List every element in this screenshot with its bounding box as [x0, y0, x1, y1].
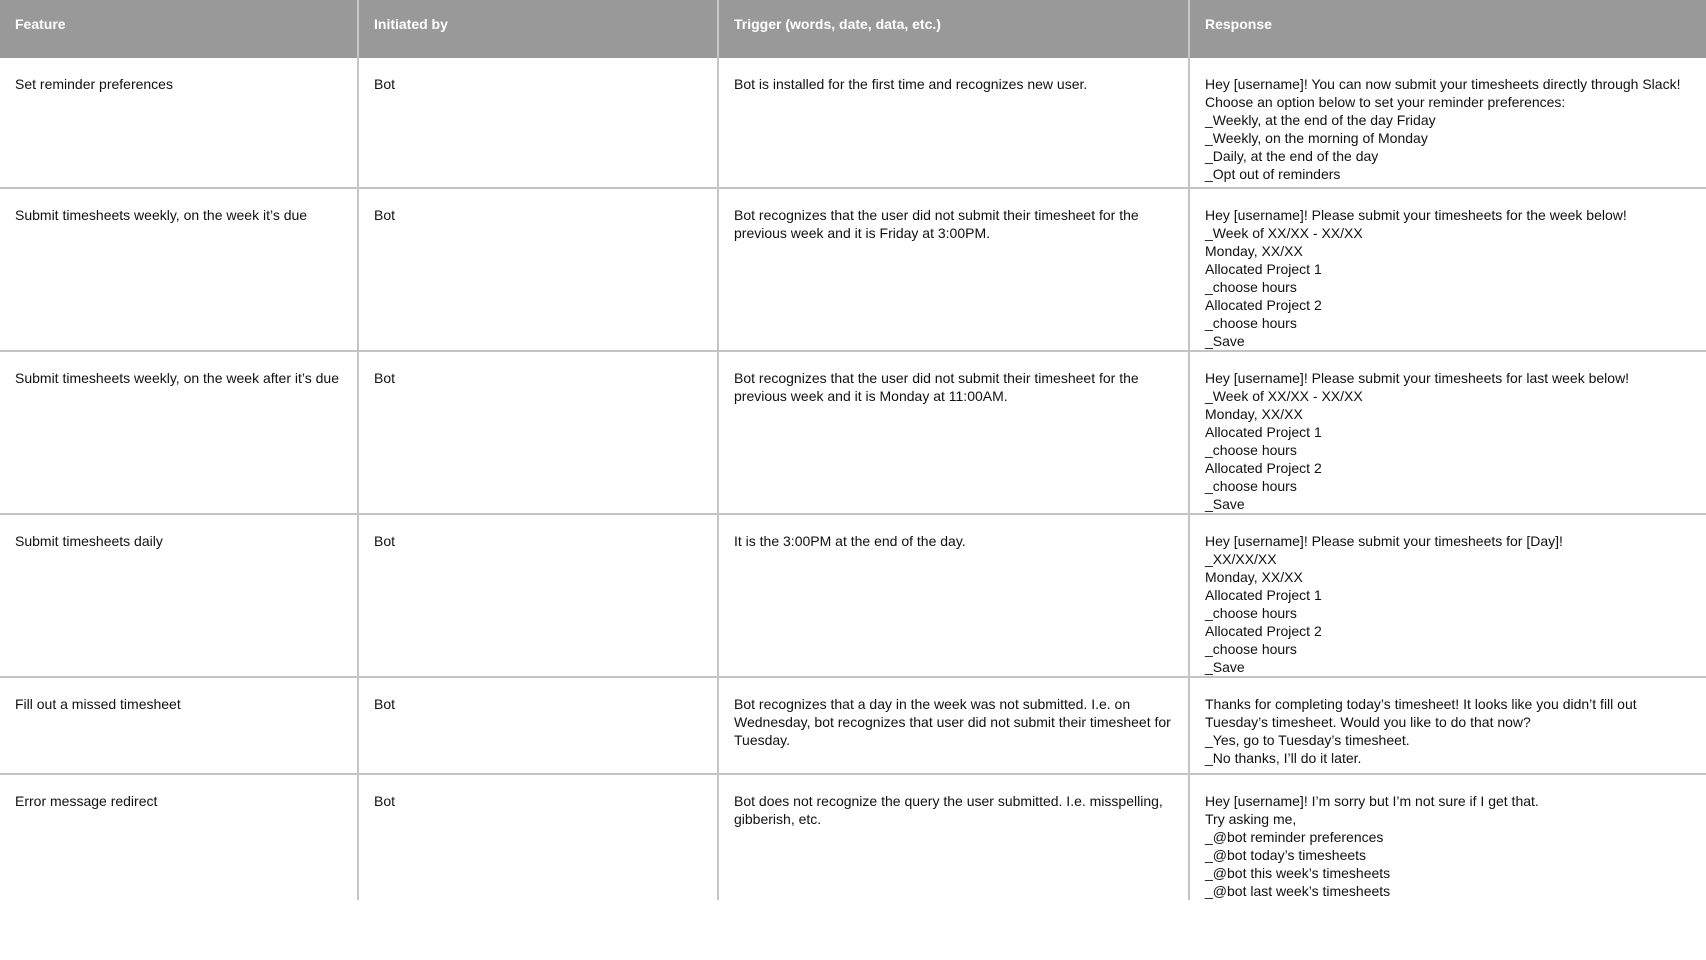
cell-trigger: [718, 677, 1189, 774]
response-line: _Daily, at the end of the day: [1205, 148, 1379, 164]
cell-initiated-by: [358, 58, 718, 188]
response-line: Tuesday’s timesheet. Would you like to do that now?: [1205, 714, 1531, 730]
cell-initiated-by-text: Bot: [374, 370, 396, 386]
cell-feature-text: Submit timesheets weekly, on the week after it’s due: [15, 370, 339, 386]
response-line: _Weekly, on the morning of Monday: [1205, 130, 1428, 146]
response-line: _@bot today’s timesheets: [1205, 847, 1367, 863]
cell-response: [1189, 514, 1706, 677]
header-feature: Feature: [0, 0, 358, 58]
cell-response: [1189, 351, 1706, 514]
cell-initiated-by: [358, 188, 718, 351]
cell-feature-text: Fill out a missed timesheet: [15, 696, 181, 712]
cell-feature: [0, 351, 358, 514]
cell-trigger-text: Bot recognizes that the user did not submit their timesheet for the previous week and it is Friday at 3:00PM.: [734, 207, 1139, 241]
response-line: _Save: [1205, 496, 1245, 512]
response-line: Allocated Project 2: [1205, 623, 1322, 639]
response-line: Allocated Project 2: [1205, 460, 1322, 476]
cell-trigger-text: Bot does not recognize the query the user submitted. I.e. misspelling, gibberish, etc.: [734, 793, 1163, 827]
response-line: Allocated Project 2: [1205, 297, 1322, 313]
response-line: Hey [username]! Please submit your timesheets for the week below!: [1205, 207, 1627, 223]
table-row: [0, 58, 1706, 188]
response-line: _choose hours: [1205, 315, 1297, 331]
response-line: _@bot this week’s timesheets: [1205, 865, 1391, 881]
response-line: Monday, XX/XX: [1205, 243, 1303, 259]
cell-feature: [0, 774, 358, 900]
cell-feature-text: Submit timesheets weekly, on the week it’s due: [15, 207, 308, 223]
cell-initiated-by-text: Bot: [374, 207, 396, 223]
cell-feature: [0, 58, 358, 188]
response-line: _choose hours: [1205, 442, 1297, 458]
response-line: Hey [username]! I’m sorry but I’m not sure if I get that.: [1205, 793, 1539, 809]
cell-initiated-by: [358, 514, 718, 677]
header-trigger: Trigger (words, date, data, etc.): [718, 0, 1189, 58]
response-line: Hey [username]! You can now submit your timesheets directly through Slack!: [1205, 76, 1681, 92]
table-row: [0, 351, 1706, 514]
response-line: _Week of XX/XX - XX/XX: [1205, 388, 1363, 404]
cell-trigger: [718, 58, 1189, 188]
cell-trigger-text: It is the 3:00PM at the end of the day.: [734, 533, 966, 549]
cell-feature: [0, 514, 358, 677]
response-line: _Week of XX/XX - XX/XX: [1205, 225, 1363, 241]
response-line: _choose hours: [1205, 279, 1297, 295]
cell-response: [1189, 677, 1706, 774]
response-line: _Save: [1205, 333, 1245, 349]
table-row: [0, 188, 1706, 351]
response-line: Allocated Project 1: [1205, 587, 1322, 603]
response-line: Monday, XX/XX: [1205, 569, 1303, 585]
response-line: _@bot last week’s timesheets: [1205, 883, 1391, 899]
response-line: _Weekly, at the end of the day Friday: [1205, 112, 1436, 128]
response-line: _Yes, go to Tuesday’s timesheet.: [1205, 732, 1410, 748]
cell-initiated-by: [358, 351, 718, 514]
response-line: Allocated Project 1: [1205, 261, 1322, 277]
cell-response: [1189, 774, 1706, 900]
cell-initiated-by: [358, 774, 718, 900]
header-row: [0, 0, 1706, 58]
response-line: _choose hours: [1205, 478, 1297, 494]
table-row: [0, 514, 1706, 677]
cell-feature: [0, 188, 358, 351]
cell-initiated-by-text: Bot: [374, 793, 396, 809]
response-line: Monday, XX/XX: [1205, 406, 1303, 422]
response-line: _Save: [1205, 659, 1245, 675]
cell-trigger: [718, 351, 1189, 514]
table-row: [0, 677, 1706, 774]
cell-feature-text: Set reminder preferences: [15, 76, 173, 92]
cell-trigger: [718, 188, 1189, 351]
cell-trigger-text: Bot recognizes that the user did not submit their timesheet for the previous week and it is Monday at 11:00AM.: [734, 370, 1139, 404]
response-line: Try asking me,: [1205, 811, 1297, 827]
cell-feature: [0, 677, 358, 774]
cell-trigger: [718, 514, 1189, 677]
header-response: Response: [1189, 0, 1706, 58]
cell-trigger-text: Bot recognizes that a day in the week was not submitted. I.e. on Wednesday, bot recognizes that user did not submit their timesheet for Tuesday.: [734, 696, 1171, 748]
cell-feature-text: Error message redirect: [15, 793, 158, 809]
response-line: _Opt out of reminders: [1205, 166, 1341, 182]
response-line: _choose hours: [1205, 641, 1297, 657]
cell-initiated-by-text: Bot: [374, 76, 396, 92]
cell-feature-text: Submit timesheets daily: [15, 533, 163, 549]
cell-response: [1189, 188, 1706, 351]
cell-trigger: [718, 774, 1189, 900]
header-initiated-by: Initiated by: [358, 0, 718, 58]
cell-initiated-by-text: Bot: [374, 696, 396, 712]
cell-response: [1189, 58, 1706, 188]
cell-initiated-by: [358, 677, 718, 774]
response-line: Thanks for completing today’s timesheet! It looks like you didn’t fill out: [1205, 696, 1637, 712]
response-line: _choose hours: [1205, 605, 1297, 621]
response-line: _No thanks, I’ll do it later.: [1205, 750, 1362, 766]
cell-initiated-by-text: Bot: [374, 533, 396, 549]
response-line: _XX/XX/XX: [1205, 551, 1277, 567]
response-line: Allocated Project 1: [1205, 424, 1322, 440]
table-row: [0, 774, 1706, 900]
cell-trigger-text: Bot is installed for the first time and recognizes new user.: [734, 76, 1088, 92]
response-line: Hey [username]! Please submit your timesheets for [Day]!: [1205, 533, 1563, 549]
response-line: _@bot reminder preferences: [1205, 829, 1384, 845]
response-line: Hey [username]! Please submit your timesheets for last week below!: [1205, 370, 1630, 386]
response-line: Choose an option below to set your reminder preferences:: [1205, 94, 1566, 110]
